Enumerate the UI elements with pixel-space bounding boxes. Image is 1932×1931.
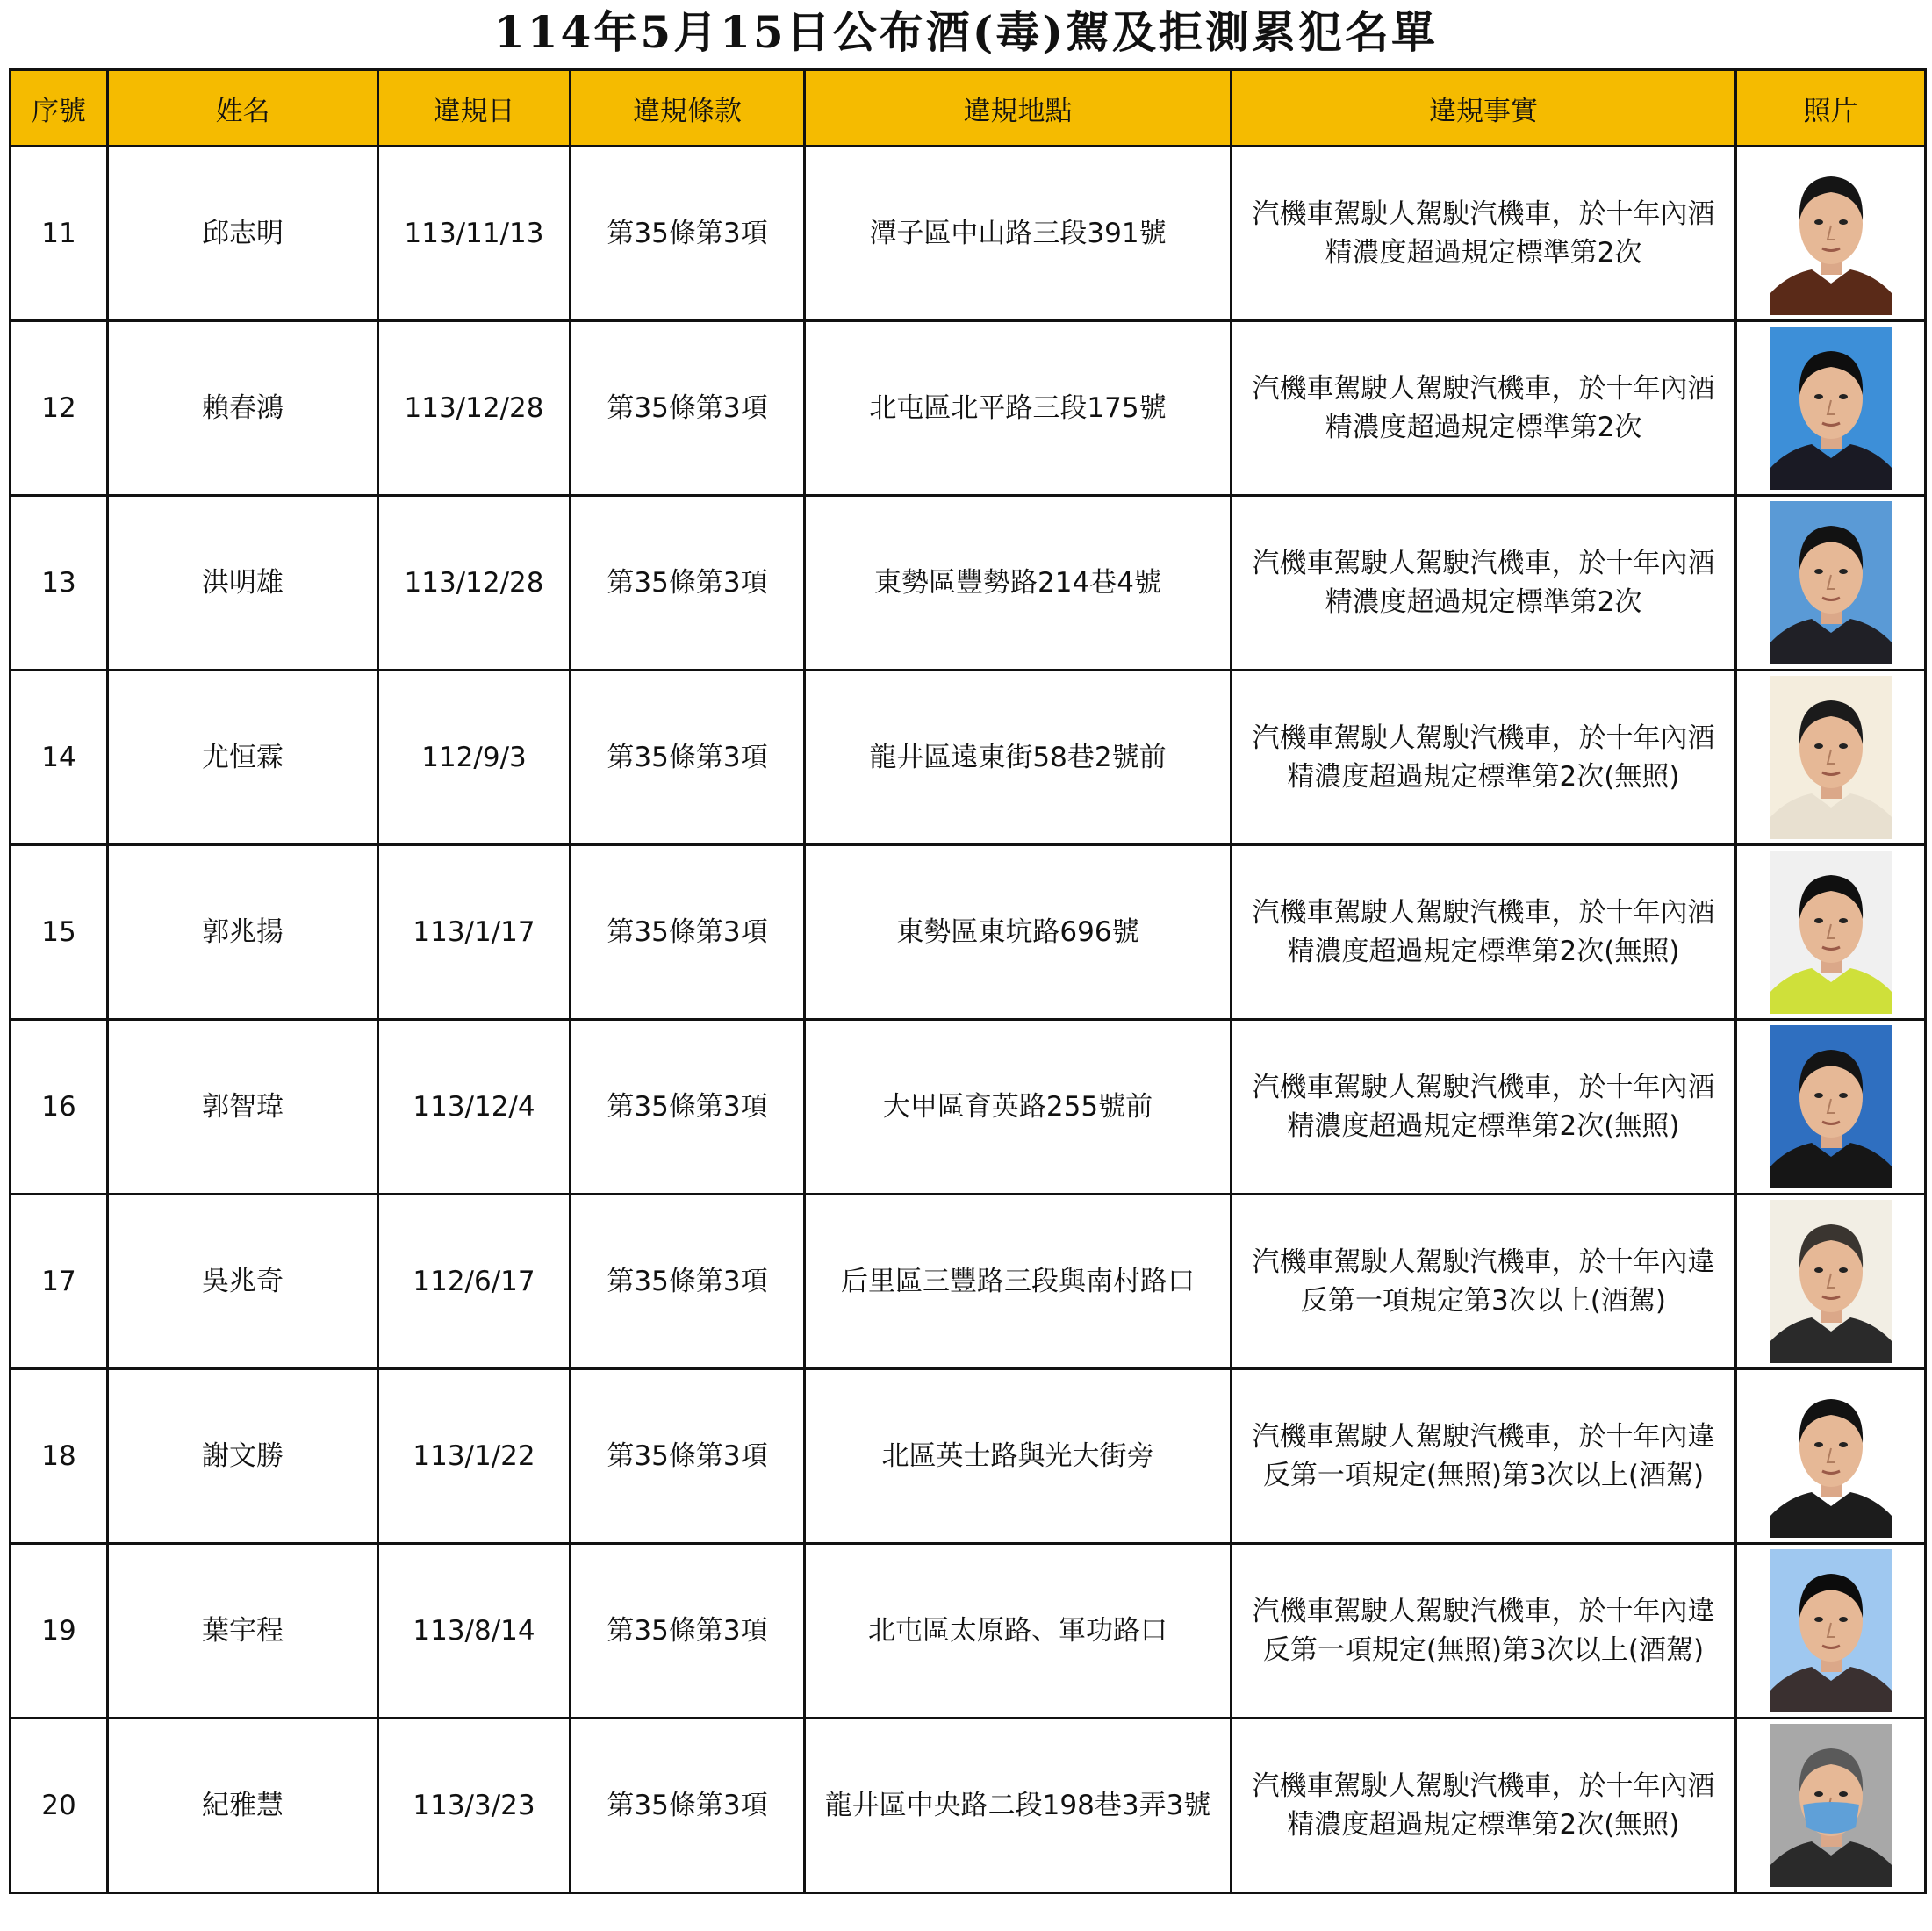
row-no: 19 <box>11 1544 108 1719</box>
row-photo-cell <box>1736 321 1926 496</box>
row-date: 112/9/3 <box>378 671 571 845</box>
row-location: 東勢區豐勢路214巷4號 <box>805 496 1232 671</box>
header-no: 序號 <box>11 70 108 147</box>
table-row <box>11 496 1926 671</box>
row-clause: 第35條第3項 <box>571 496 805 671</box>
header-date: 違規日 <box>378 70 571 147</box>
row-name: 尤恒霖 <box>108 671 378 845</box>
row-photo-cell <box>1736 1020 1926 1195</box>
table-row <box>11 671 1926 845</box>
row-location: 龍井區遠東街58巷2號前 <box>805 671 1232 845</box>
row-location: 北屯區太原路、軍功路口 <box>805 1544 1232 1719</box>
row-fact: 汽機車駕駛人駕駛汽機車，於十年內違反第一項規定第3次以上(酒駕) <box>1232 1195 1736 1369</box>
row-location: 后里區三豐路三段與南村路口 <box>805 1195 1232 1369</box>
offender-table <box>9 68 1927 1894</box>
row-no: 20 <box>11 1719 108 1893</box>
row-name: 郭智瑋 <box>108 1020 378 1195</box>
header-photo: 照片 <box>1736 70 1926 147</box>
row-fact: 汽機車駕駛人駕駛汽機車，於十年內違反第一項規定(無照)第3次以上(酒駕) <box>1232 1369 1736 1544</box>
row-photo-cell <box>1736 671 1926 845</box>
mugshot-photo <box>1770 851 1892 1014</box>
row-no: 17 <box>11 1195 108 1369</box>
row-no: 18 <box>11 1369 108 1544</box>
row-date: 113/12/28 <box>378 321 571 496</box>
row-date: 113/12/28 <box>378 496 571 671</box>
row-fact: 汽機車駕駛人駕駛汽機車，於十年內酒精濃度超過規定標準第2次(無照) <box>1232 671 1736 845</box>
row-location: 北屯區北平路三段175號 <box>805 321 1232 496</box>
mugshot-photo <box>1770 1025 1892 1188</box>
row-clause: 第35條第3項 <box>571 1195 805 1369</box>
row-no: 14 <box>11 671 108 845</box>
row-clause: 第35條第3項 <box>571 1719 805 1893</box>
row-name: 吳兆奇 <box>108 1195 378 1369</box>
row-name: 洪明雄 <box>108 496 378 671</box>
header-clause: 違規條款 <box>571 70 805 147</box>
row-photo-cell <box>1736 496 1926 671</box>
header-row <box>11 70 1926 147</box>
row-fact: 汽機車駕駛人駕駛汽機車，於十年內違反第一項規定(無照)第3次以上(酒駕) <box>1232 1544 1736 1719</box>
row-date: 113/1/17 <box>378 845 571 1020</box>
row-clause: 第35條第3項 <box>571 845 805 1020</box>
table-row <box>11 1020 1926 1195</box>
table-row <box>11 1719 1926 1893</box>
mugshot-photo <box>1770 1724 1892 1887</box>
table-row <box>11 1369 1926 1544</box>
row-fact: 汽機車駕駛人駕駛汽機車，於十年內酒精濃度超過規定標準第2次 <box>1232 321 1736 496</box>
table-row <box>11 1544 1926 1719</box>
row-fact: 汽機車駕駛人駕駛汽機車，於十年內酒精濃度超過規定標準第2次 <box>1232 147 1736 321</box>
row-fact: 汽機車駕駛人駕駛汽機車，於十年內酒精濃度超過規定標準第2次(無照) <box>1232 1719 1736 1893</box>
mugshot-photo <box>1770 1549 1892 1712</box>
row-location: 東勢區東坑路696號 <box>805 845 1232 1020</box>
row-name: 葉宇程 <box>108 1544 378 1719</box>
row-date: 113/12/4 <box>378 1020 571 1195</box>
row-location: 大甲區育英路255號前 <box>805 1020 1232 1195</box>
mugshot-photo <box>1770 1200 1892 1363</box>
row-date: 112/6/17 <box>378 1195 571 1369</box>
mugshot-photo <box>1770 501 1892 664</box>
row-clause: 第35條第3項 <box>571 321 805 496</box>
row-fact: 汽機車駕駛人駕駛汽機車，於十年內酒精濃度超過規定標準第2次(無照) <box>1232 1020 1736 1195</box>
header-name: 姓名 <box>108 70 378 147</box>
row-date: 113/8/14 <box>378 1544 571 1719</box>
header-fact: 違規事實 <box>1232 70 1736 147</box>
row-no: 12 <box>11 321 108 496</box>
row-photo-cell <box>1736 1719 1926 1893</box>
row-no: 13 <box>11 496 108 671</box>
row-clause: 第35條第3項 <box>571 147 805 321</box>
row-location: 北區英士路與光大街旁 <box>805 1369 1232 1544</box>
row-photo-cell <box>1736 845 1926 1020</box>
row-date: 113/1/22 <box>378 1369 571 1544</box>
row-name: 謝文勝 <box>108 1369 378 1544</box>
row-date: 113/11/13 <box>378 147 571 321</box>
header-location: 違規地點 <box>805 70 1232 147</box>
table-row <box>11 1195 1926 1369</box>
row-name: 郭兆揚 <box>108 845 378 1020</box>
table-row <box>11 321 1926 496</box>
row-name: 邱志明 <box>108 147 378 321</box>
row-clause: 第35條第3項 <box>571 1544 805 1719</box>
row-photo-cell <box>1736 1544 1926 1719</box>
table-row <box>11 147 1926 321</box>
row-photo-cell <box>1736 1195 1926 1369</box>
row-fact: 汽機車駕駛人駕駛汽機車，於十年內酒精濃度超過規定標準第2次 <box>1232 496 1736 671</box>
mugshot-photo <box>1770 327 1892 490</box>
row-clause: 第35條第3項 <box>571 671 805 845</box>
row-no: 15 <box>11 845 108 1020</box>
row-fact: 汽機車駕駛人駕駛汽機車，於十年內酒精濃度超過規定標準第2次(無照) <box>1232 845 1736 1020</box>
row-name: 賴春鴻 <box>108 321 378 496</box>
table-row <box>11 845 1926 1020</box>
row-photo-cell <box>1736 1369 1926 1544</box>
row-photo-cell <box>1736 147 1926 321</box>
row-date: 113/3/23 <box>378 1719 571 1893</box>
row-clause: 第35條第3項 <box>571 1020 805 1195</box>
mugshot-photo <box>1770 152 1892 315</box>
page-title: 114年5月15日公布酒(毒)駕及拒測累犯名單 <box>493 6 1439 58</box>
row-no: 11 <box>11 147 108 321</box>
row-location: 龍井區中央路二段198巷3弄3號 <box>805 1719 1232 1893</box>
mugshot-photo <box>1770 1375 1892 1538</box>
row-no: 16 <box>11 1020 108 1195</box>
mugshot-photo <box>1770 676 1892 839</box>
row-location: 潭子區中山路三段391號 <box>805 147 1232 321</box>
row-name: 紀雅慧 <box>108 1719 378 1893</box>
row-clause: 第35條第3項 <box>571 1369 805 1544</box>
